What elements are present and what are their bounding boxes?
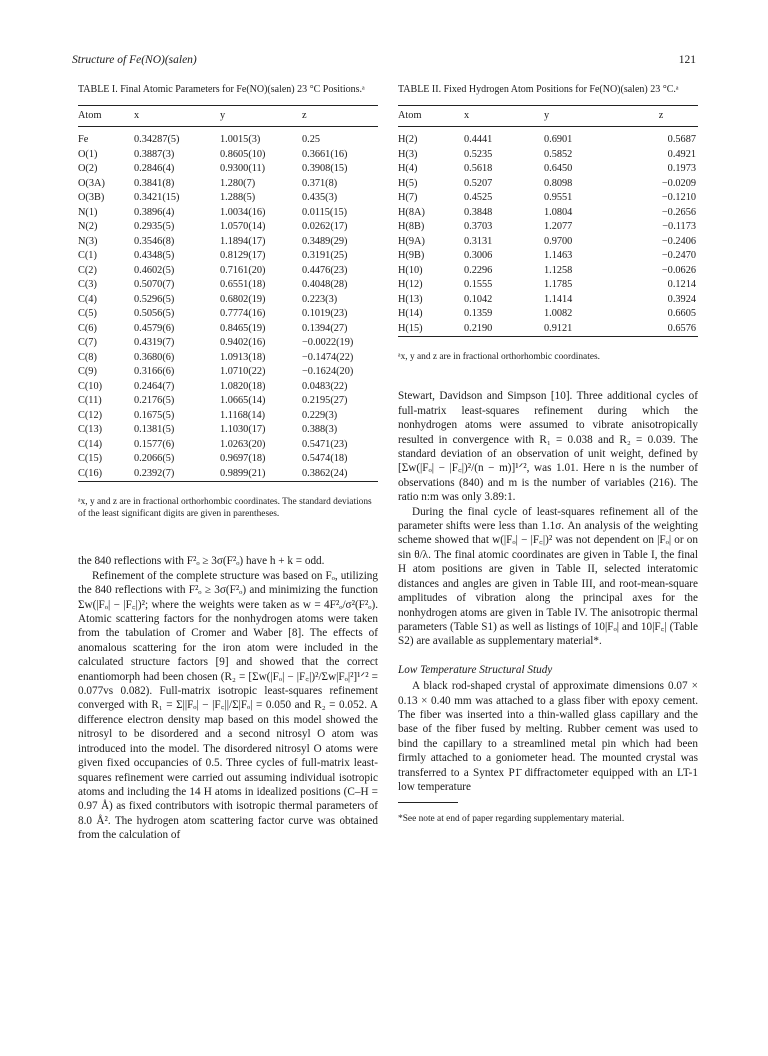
table1-body xyxy=(78,127,378,482)
atom-label-cell: C(1) xyxy=(78,250,97,262)
coordinate-cell: 0.2190 xyxy=(464,322,493,334)
atom-label-cell: N(1) xyxy=(78,206,98,218)
coordinate-cell: 0.0262(17) xyxy=(302,221,348,233)
atom-label-cell: H(5) xyxy=(398,177,418,189)
coordinate-cell: 0.2066(5) xyxy=(134,453,175,465)
table1-row xyxy=(78,394,378,409)
coordinate-cell: 1.1894(17) xyxy=(220,235,266,247)
coordinate-cell: 1.2077 xyxy=(544,221,573,233)
coordinate-cell: −0.2656 xyxy=(661,206,696,218)
coordinate-cell: 0.6450 xyxy=(544,163,573,175)
coordinate-cell: −0.1173 xyxy=(662,221,696,233)
coordinate-cell: 1.1463 xyxy=(544,250,573,262)
coordinate-cell: 0.5235 xyxy=(464,148,493,160)
coordinate-cell: 0.5056(5) xyxy=(134,308,175,320)
table1-row xyxy=(78,293,378,308)
atom-label-cell: H(10) xyxy=(398,264,423,276)
coordinate-cell: 0.1675(5) xyxy=(134,409,175,421)
coordinate-cell: 0.4348(5) xyxy=(134,250,175,262)
coordinate-cell: 0.5070(7) xyxy=(134,279,175,291)
coordinate-cell: 0.6802(19) xyxy=(220,293,266,305)
table1-row xyxy=(78,220,378,235)
page-footnote: *See note at end of paper regarding supplementary material. xyxy=(398,813,625,824)
coordinate-cell: 0.435(3) xyxy=(302,192,338,204)
table1-footnote: ᵃx, y and z are in fractional orthorhombic coordinates. The standard deviations of the least significant digits are given in parentheses. xyxy=(78,497,372,520)
coordinate-cell: 0.9899(21) xyxy=(220,467,266,479)
coordinate-cell: 0.5207 xyxy=(464,177,493,189)
atom-label-cell: H(4) xyxy=(398,163,418,175)
table2-row xyxy=(398,206,698,221)
coordinate-cell: 0.3546(8) xyxy=(134,235,175,247)
table2-bottom-rule xyxy=(398,337,698,344)
atom-label-cell: O(1) xyxy=(78,148,98,160)
coordinate-cell: 0.8605(10) xyxy=(220,148,266,160)
atom-label-cell: C(2) xyxy=(78,264,97,276)
atom-label-cell: H(9B) xyxy=(398,250,425,262)
coordinate-cell: 0.4579(6) xyxy=(134,322,175,334)
coordinate-cell: 0.9300(11) xyxy=(220,163,266,175)
coordinate-cell: 0.6605 xyxy=(667,308,696,320)
atom-label-cell: C(8) xyxy=(78,351,97,363)
table1-row xyxy=(78,452,378,467)
atom-label-cell: C(7) xyxy=(78,337,97,349)
table2-body xyxy=(398,127,698,337)
atom-label-cell: H(15) xyxy=(398,322,423,334)
running-head: Structure of Fe(NO)(salen) xyxy=(72,54,197,66)
coordinate-cell: 0.4525 xyxy=(464,192,493,204)
table1 xyxy=(78,105,378,488)
atom-label-cell: H(3) xyxy=(398,148,418,160)
table2-row xyxy=(398,127,698,148)
coordinate-cell: 1.0913(18) xyxy=(220,351,266,363)
coordinate-cell: 0.4319(7) xyxy=(134,337,175,349)
coordinate-cell: 0.7774(16) xyxy=(220,308,266,320)
coordinate-cell: 1.0263(20) xyxy=(220,438,266,450)
subsection-paragraph: A black rod-shaped crystal of approximate dimensions 0.07 × 0.13 × 0.40 mm was attached to a glass fiber with epoxy cement. The fiber was inserted into a thin-walled glass capillary and the base of the fiber fused by melting. Rubber cement was used to bind the capillary to a streamlined metal pin which had been firmly attached to a goniometer head. The mounted crystal was transferred to a Syntex P1̄ diffractometer equipped with an LT-1 low temperature xyxy=(398,680,698,793)
table2-row xyxy=(398,249,698,264)
coordinate-cell: 0.9551 xyxy=(544,192,573,204)
coordinate-cell: 0.1214 xyxy=(667,279,696,291)
table2-header-x: x xyxy=(464,106,544,127)
coordinate-cell: 0.8465(19) xyxy=(220,322,266,334)
table1-header-x: x xyxy=(134,106,220,127)
coordinate-cell: 0.3006 xyxy=(464,250,493,262)
left-paragraph-2: Refinement of the complete structure was based on Fₒ, utilizing the 840 reflections with F²ₒ ≥ 3σ(F²ₒ) and minimizing the function Σw(|Fₒ| − |F꜀|)²; where the weights were taken as w = 4F²ₒ/σ²(F²ₒ). Atomic scattering factors for the nonhydrogen atoms were taken from the tabulation of Cromer and Waber [8]. The effects of anomalous scattering for the iron atom were included in the calculated structure factors [9] and showed that the correct enantiomorph had been chosen (R₂ = [Σw(|Fₒ| − |F꜀|)²/Σw|Fₒ|²]¹ᐟ² = 0.077vs 0.082). Full-matrix isotropic least-squares refinement converged with R₁ = Σ||Fₒ| − |F꜀||/Σ|Fₒ| = 0.050 and R₂ = 0.052. A difference electron density map based on this model showed the nitrosyl to be disordered and a second nitrosyl O atom was introduced into the model. The disordered nitrosyl O atoms were given fixed occupancies of 0.5. Three cycles of full-matrix least-squares refinement were carried out assuming individual isotropic atoms and including the 14 H atoms in idealized positions (C–H = 0.97 Å) as fixed contributors with isotropic thermal parameters of 8.0 Å². The hydrogen atom scattering factor curve was obtained from the calculation of xyxy=(78,569,378,842)
table2-caption: TABLE II. Fixed Hydrogen Atom Positions for Fe(NO)(salen) 23 °C.ᵃ xyxy=(398,84,679,95)
coordinate-cell: 0.3489(29) xyxy=(302,235,348,247)
atom-label-cell: C(12) xyxy=(78,409,103,421)
table1-caption: TABLE I. Final Atomic Parameters for Fe(NO)(salen) 23 °C Positions.ᵃ xyxy=(78,84,365,95)
coordinate-cell: 0.9697(18) xyxy=(220,453,266,465)
atom-label-cell: H(14) xyxy=(398,308,423,320)
atom-label-cell: C(11) xyxy=(78,395,102,407)
atom-label-cell: O(3B) xyxy=(78,192,105,204)
coordinate-cell: 0.3896(4) xyxy=(134,206,175,218)
atom-label-cell: O(2) xyxy=(78,163,98,175)
table1-row xyxy=(78,235,378,250)
coordinate-cell: 0.8098 xyxy=(544,177,573,189)
coordinate-cell: 1.1414 xyxy=(544,293,573,305)
table1-row xyxy=(78,278,378,293)
spacer xyxy=(78,520,378,554)
coordinate-cell: 1.0034(16) xyxy=(220,206,266,218)
table1-row xyxy=(78,177,378,192)
table1-row xyxy=(78,351,378,366)
coordinate-cell: 0.1381(5) xyxy=(134,424,175,436)
table1-row xyxy=(78,322,378,337)
atom-label-cell: H(12) xyxy=(398,279,423,291)
right-column xyxy=(398,84,698,834)
coordinate-cell: 1.1258 xyxy=(544,264,573,276)
coordinate-cell: 1.0820(18) xyxy=(220,380,266,392)
atom-label-cell: C(10) xyxy=(78,380,103,392)
coordinate-cell: 0.3191(25) xyxy=(302,250,348,262)
atom-label-cell: H(7) xyxy=(398,192,418,204)
atom-label-cell: N(3) xyxy=(78,235,98,247)
coordinate-cell: 0.7161(20) xyxy=(220,264,266,276)
coordinate-cell: 0.3166(6) xyxy=(134,366,175,378)
table1-row xyxy=(78,409,378,424)
coordinate-cell: 0.3848 xyxy=(464,206,493,218)
coordinate-cell: 0.3680(6) xyxy=(134,351,175,363)
coordinate-cell: 0.5471(23) xyxy=(302,438,348,450)
coordinate-cell: 0.4602(5) xyxy=(134,264,175,276)
atom-label-cell: C(15) xyxy=(78,453,103,465)
table2 xyxy=(398,105,698,343)
coordinate-cell: 0.0115(15) xyxy=(302,206,348,218)
table1-header-z: z xyxy=(302,106,378,127)
coordinate-cell: 1.1168(14) xyxy=(220,409,266,421)
coordinate-cell: −0.2406 xyxy=(661,235,696,247)
coordinate-cell: 0.2846(4) xyxy=(134,163,175,175)
coordinate-cell: 0.2464(7) xyxy=(134,380,175,392)
table2-row xyxy=(398,278,698,293)
coordinate-cell: 0.9121 xyxy=(544,322,573,334)
coordinate-cell: 1.1030(17) xyxy=(220,424,266,436)
table1-header-atom: Atom xyxy=(78,106,134,127)
coordinate-cell: 0.1042 xyxy=(464,293,493,305)
coordinate-cell: −0.1624(20) xyxy=(302,366,354,378)
coordinate-cell: 0.6576 xyxy=(667,322,696,334)
spacer xyxy=(398,363,698,389)
table2-header-z: z xyxy=(624,106,698,127)
atom-label-cell: C(9) xyxy=(78,366,97,378)
coordinate-cell: 0.1555 xyxy=(464,279,493,291)
coordinate-cell: 0.3661(16) xyxy=(302,148,348,160)
coordinate-cell: 0.223(3) xyxy=(302,293,338,305)
table1-row xyxy=(78,206,378,221)
coordinate-cell: 0.3887(3) xyxy=(134,148,175,160)
atom-label-cell: H(13) xyxy=(398,293,423,305)
table1-bottom-rule xyxy=(78,482,378,489)
atom-label-cell: H(2) xyxy=(398,134,418,146)
coordinate-cell: 0.5618 xyxy=(464,163,493,175)
table2-row xyxy=(398,177,698,192)
coordinate-cell: 0.0483(22) xyxy=(302,380,348,392)
coordinate-cell: 0.229(3) xyxy=(302,409,338,421)
coordinate-cell: 0.4476(23) xyxy=(302,264,348,276)
coordinate-cell: 1.0804 xyxy=(544,206,573,218)
left-paragraph-1: the 840 reflections with F²ₒ ≥ 3σ(F²ₒ) have h + k = odd. xyxy=(78,555,325,568)
coordinate-cell: 1.288(5) xyxy=(220,192,256,204)
coordinate-cell: 0.1577(6) xyxy=(134,438,175,450)
coordinate-cell: 0.3131 xyxy=(464,235,493,247)
coordinate-cell: 0.2176(5) xyxy=(134,395,175,407)
coordinate-cell: 0.3703 xyxy=(464,221,493,233)
table1-row xyxy=(78,162,378,177)
atom-label-cell: H(8B) xyxy=(398,221,425,233)
coordinate-cell: 0.6551(18) xyxy=(220,279,266,291)
atom-label-cell: C(5) xyxy=(78,308,97,320)
table2-header-y: y xyxy=(544,106,624,127)
atom-label-cell: C(6) xyxy=(78,322,97,334)
coordinate-cell: 0.2935(5) xyxy=(134,221,175,233)
coordinate-cell: 0.1394(27) xyxy=(302,322,348,334)
atom-label-cell: H(9A) xyxy=(398,235,425,247)
coordinate-cell: 0.9402(16) xyxy=(220,337,266,349)
coordinate-cell: −0.0022(19) xyxy=(302,337,354,349)
coordinate-cell: 0.3924 xyxy=(667,293,696,305)
coordinate-cell: 1.0082 xyxy=(544,308,573,320)
coordinate-cell: 1.0570(14) xyxy=(220,221,266,233)
coordinate-cell: 0.2195(27) xyxy=(302,395,348,407)
table2-row xyxy=(398,191,698,206)
atom-label-cell: H(8A) xyxy=(398,206,425,218)
atom-label-cell: N(2) xyxy=(78,221,98,233)
coordinate-cell: 0.3421(15) xyxy=(134,192,180,204)
table1-row xyxy=(78,127,378,148)
coordinate-cell: −0.1474(22) xyxy=(302,351,354,363)
table1-header-y: y xyxy=(220,106,302,127)
table1-row xyxy=(78,365,378,380)
coordinate-cell: −0.0209 xyxy=(661,177,696,189)
coordinate-cell: 0.6901 xyxy=(544,134,573,146)
atom-label-cell: C(14) xyxy=(78,438,103,450)
right-paragraph-1: Stewart, Davidson and Simpson [10]. Three additional cycles of full-matrix least-squares refinement during which the nonhydrogen atoms were assumed to vibrate anisotropically resulted in convergence with R₁ = 0.038 and R₂ = 0.039. The standard deviation of an observation of unit weight, defined by [Σw(|Fₒ| − |F꜀|)²/(n − m)]¹ᐟ², was 1.01. Here n is the number of observations (840) and m is the number of variables (216). The ratio n:m was only 3.89:1. xyxy=(398,390,698,504)
table1-row xyxy=(78,467,378,482)
coordinate-cell: 0.4048(28) xyxy=(302,279,348,291)
table1-row xyxy=(78,380,378,395)
table2-header-atom: Atom xyxy=(398,106,464,127)
atom-label-cell: Fe xyxy=(78,134,89,146)
table1-row xyxy=(78,249,378,264)
table2-row xyxy=(398,293,698,308)
atom-label-cell: O(3A) xyxy=(78,177,105,189)
coordinate-cell: −0.2470 xyxy=(661,250,696,262)
coordinate-cell: −0.1210 xyxy=(661,192,696,204)
coordinate-cell: 0.5296(5) xyxy=(134,293,175,305)
coordinate-cell: 0.2296 xyxy=(464,264,493,276)
coordinate-cell: 0.4921 xyxy=(667,148,696,160)
coordinate-cell: 0.1973 xyxy=(667,163,696,175)
coordinate-cell: 0.5852 xyxy=(544,148,573,160)
table2-row xyxy=(398,220,698,235)
table1-row xyxy=(78,191,378,206)
coordinate-cell: 0.8129(17) xyxy=(220,250,266,262)
atom-label-cell: C(4) xyxy=(78,293,97,305)
coordinate-cell: 0.9700 xyxy=(544,235,573,247)
table1-row xyxy=(78,264,378,279)
coordinate-cell: 0.5687 xyxy=(667,134,696,146)
coordinate-cell: 1.1785 xyxy=(544,279,573,291)
table1-row xyxy=(78,423,378,438)
right-paragraph-2: During the final cycle of least-squares refinement all of the parameter shifts were less than 1.1σ. An analysis of the weighting scheme showed that w(|Fₒ| − |F꜀|)² was not dependent on |Fₒ| or on sin θ/λ. The final atomic coordinates are given in Table I, the final H atom positions are given in Table II, selected interatomic distances and angles are given in Table III, and root-mean-square amplitudes of vibration along the principal axes for the nonhydrogen atoms are given in Table IV. The anisotropic thermal parameters (Table S1) as well as listings of 10|Fₒ| and 10|F꜀| (Table S2) are available as supplementary material*. xyxy=(398,505,698,648)
table2-footnote: ᵃx, y and z are in fractional orthorhombic coordinates. xyxy=(398,352,600,363)
table1-row xyxy=(78,336,378,351)
table2-row xyxy=(398,264,698,279)
table1-row xyxy=(78,148,378,163)
footnote-rule xyxy=(398,802,458,803)
table2-row xyxy=(398,322,698,337)
coordinate-cell: 0.34287(5) xyxy=(134,134,180,146)
coordinate-cell: 1.0015(3) xyxy=(220,134,261,146)
page-number: 121 xyxy=(678,54,696,66)
table2-row xyxy=(398,162,698,177)
coordinate-cell: 1.0710(22) xyxy=(220,366,266,378)
table2-row xyxy=(398,307,698,322)
coordinate-cell: 0.371(8) xyxy=(302,177,338,189)
subsection-heading: Low Temperature Structural Study xyxy=(398,663,553,676)
coordinate-cell: 0.388(3) xyxy=(302,424,338,436)
coordinate-cell: 0.3908(15) xyxy=(302,163,348,175)
coordinate-cell: −0.0626 xyxy=(661,264,696,276)
table1-row xyxy=(78,438,378,453)
coordinate-cell: 1.0665(14) xyxy=(220,395,266,407)
coordinate-cell: 0.1359 xyxy=(464,308,493,320)
coordinate-cell: 0.5474(18) xyxy=(302,453,348,465)
atom-label-cell: C(13) xyxy=(78,424,103,436)
coordinate-cell: 0.3862(24) xyxy=(302,467,348,479)
table2-row xyxy=(398,148,698,163)
coordinate-cell: 0.25 xyxy=(302,134,321,146)
coordinate-cell: 0.2392(7) xyxy=(134,467,175,479)
atom-label-cell: C(16) xyxy=(78,467,103,479)
coordinate-cell: 1.280(7) xyxy=(220,177,256,189)
coordinate-cell: 0.4441 xyxy=(464,134,493,146)
table1-row xyxy=(78,307,378,322)
coordinate-cell: 0.3841(8) xyxy=(134,177,175,189)
left-column xyxy=(78,84,378,843)
atom-label-cell: C(3) xyxy=(78,279,97,291)
coordinate-cell: 0.1019(23) xyxy=(302,308,348,320)
table2-row xyxy=(398,235,698,250)
